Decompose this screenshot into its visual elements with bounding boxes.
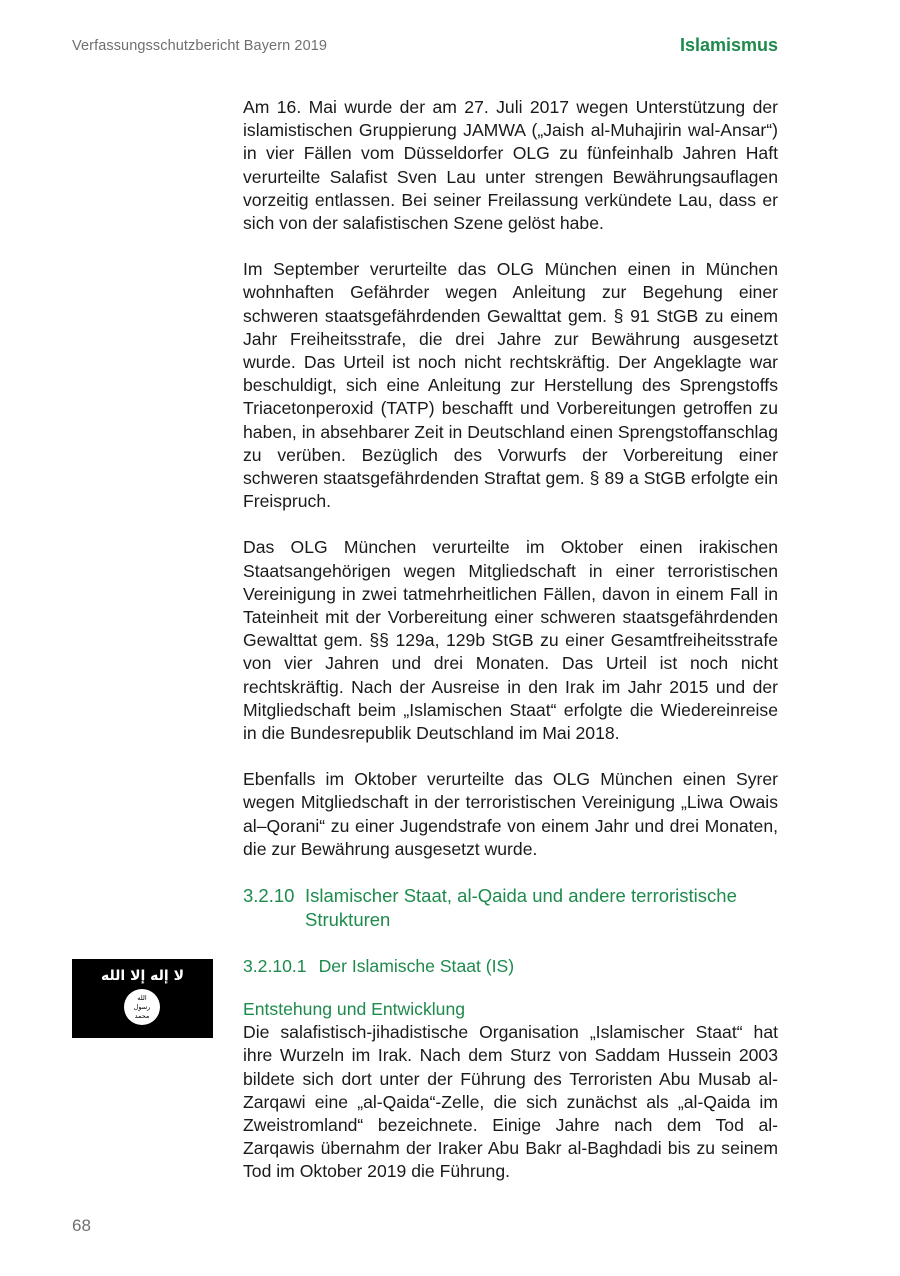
is-flag-image	[72, 959, 213, 1038]
paragraph-is-origin: Die salafistisch-jihadistische Organisation „Islamischer Staat“ hat ihre Wurzeln im Irak. Nach dem Sturz von Saddam Hussein 2003 bildete sich dort unter der Führung des Terroristen Abu Musab al-Zarqawi eine „al-Qaida“-Zelle, die sich zunächst als „al-Qaida im Zweistromland“ bezeichnete. Einige Jahre nach dem Tod al-Zarqawis übernahm der Iraker Abu Bakr al-Baghdadi bis zu seinem Tod im Oktober 2019 die Führung.	[243, 1022, 778, 1182]
flag-seal	[124, 989, 160, 1025]
flag-seal-line: رسول	[133, 1002, 151, 1011]
paragraph-october-syrian-verdict: Ebenfalls im Oktober verurteilte das OLG München einen Syrer wegen Mitgliedschaft in der terroristischen Vereinigung „Liwa Owais al–Qorani“ zu einer Jugendstrafe von einem Jahr und drei Monaten, die zur Bewährung ausgesetzt wurde.	[243, 769, 778, 859]
page-number: 68	[72, 1216, 91, 1235]
running-header-title: Verfassungsschutzbericht Bayern 2019	[72, 38, 328, 54]
section-title: Islamischer Staat, al-Qaida und andere terroristische Strukturen	[305, 885, 737, 930]
subsection-number: 3.2.10.1	[243, 956, 307, 977]
paragraph-sven-lau: Am 16. Mai wurde der am 27. Juli 2017 wegen Unterstützung der islamistischen Gruppierung JAMWA („Jaish al-Muhajirin wal-Ansar“) in vier Fällen vom Düsseldorfer OLG zu fünfeinhalb Jahren Haft verurteilte Salafist Sven Lau unter strengen Bewährungsauflagen vorzeitig entlassen. Bei seiner Freilassung verkündete Lau, dass er sich von der salafistischen Szene gelöst habe.	[243, 97, 778, 234]
main-content	[243, 96, 778, 1207]
flag-script: لا إله إلا الله	[100, 968, 185, 984]
running-header-section: Islamismus	[679, 35, 778, 55]
section-number: 3.2.10	[243, 885, 295, 907]
subsection-title: Der Islamische Staat (IS)	[318, 956, 515, 977]
flag-seal-line: الله	[137, 993, 147, 1002]
paragraph-september-verdict: Im September verurteilte das OLG München einen in München wohnhaften Gefährder wegen Anleitung zur Begehung einer schweren staatsgefährdenden Gewalttat gem. § 91 StGB zu einem Jahr Freiheitsstrafe, die drei Jahre zur Bewährung ausgesetzt wurde. Das Urteil ist noch nicht rechtskräftig. Der Angeklagte war beschuldigt, sich eine Anleitung zur Herstellung des Sprengstoffs Triacetonperoxid (TATP) beschafft und Vorbereitungen getroffen zu haben, in absehbarer Zeit in Deutschland einen Sprengstoffanschlag zu verüben. Bezüglich des Vorwurfs der Vorbereitung einer schweren staatsgefährdenden Straftat gem. § 89 a StGB erfolgte ein Freispruch.	[243, 259, 778, 512]
section-heading	[243, 884, 778, 931]
subheading-origin: Entstehung und Entwicklung	[243, 999, 466, 1020]
flag-seal-line: محمد	[134, 1011, 150, 1020]
paragraph-october-iraqi-verdict: Das OLG München verurteilte im Oktober einen irakischen Staatsangehörigen wegen Mitgliedschaft in einer terroristischen Vereinigung in zwei tatmehrheitlichen Fällen, davon in einem Fall in Tateinheit mit der Vorbereitung einer schweren staatsgefährdenden Gewalttat gem. §§ 129a, 129b StGB zu einer Gesamtfreiheitsstrafe von vier Jahren und drei Monaten. Das Urteil ist noch nicht rechtskräftig. Nach der Ausreise in den Irak im Jahr 2015 und der Mitgliedschaft beim „Islamischen Staat“ erfolgte die Wiedereinreise in die Bundesrepublik Deutschland im Mai 2018.	[243, 537, 778, 744]
subsection-heading	[243, 955, 778, 978]
